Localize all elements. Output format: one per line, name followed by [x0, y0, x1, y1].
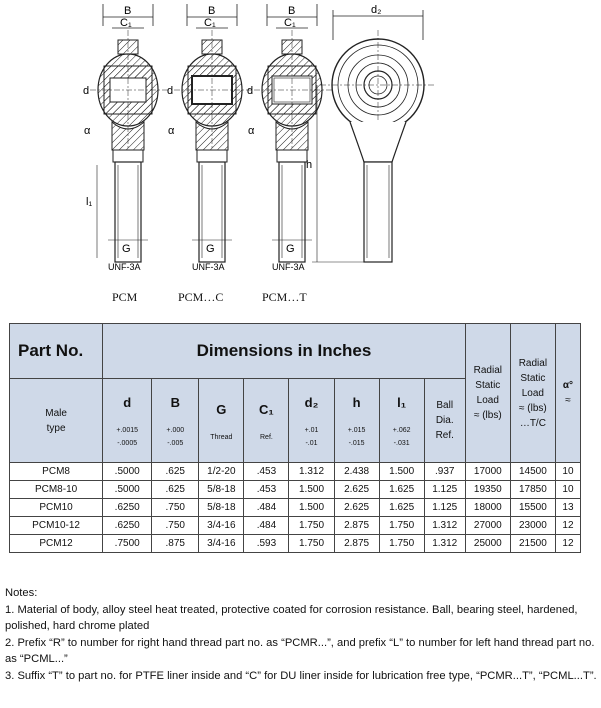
table-cell: 1.312	[289, 463, 334, 481]
male-type-header	[10, 379, 103, 463]
table-cell: .593	[244, 535, 289, 553]
table-cell: .875	[152, 535, 199, 553]
col-c1-tol-1: Ref.	[260, 433, 273, 441]
dim-label-b: B	[124, 5, 132, 17]
notes-title: Notes:	[5, 587, 38, 599]
table-cell: 21500	[510, 535, 555, 553]
table-cell: PCM12	[10, 535, 103, 553]
alpha-header	[555, 324, 580, 463]
table-cell: .750	[152, 517, 199, 535]
table-cell: 1.625	[379, 499, 424, 517]
table-cell: .5000	[103, 481, 152, 499]
table-cell: .5000	[103, 463, 152, 481]
table-cell: 2.625	[334, 481, 379, 499]
table-cell: 1.125	[424, 499, 465, 517]
table-cell: 1.312	[424, 535, 465, 553]
rs-line-4: ≈ (lbs)	[473, 410, 502, 421]
note-3: 3. Suffix “T” to part no. for PTFE liner inside and “C” for DU liner inside for lubrication free type, “PCMR...T”, “PCML...T”.	[5, 669, 597, 682]
dim-label-thread-3: UNF-3A	[272, 262, 305, 272]
dim-label-g-3: G	[286, 243, 295, 255]
table-cell: 17000	[465, 463, 510, 481]
col-h-tol-2: -.015	[348, 440, 365, 447]
col-d-sym: d	[123, 395, 132, 410]
table-cell: 1.625	[379, 481, 424, 499]
table-cell: 1.750	[379, 535, 424, 553]
dim-label-g: G	[122, 243, 131, 255]
table-cell: .6250	[103, 499, 152, 517]
dim-label-l1: l₁	[86, 196, 93, 208]
table-cell: 18000	[465, 499, 510, 517]
dim-label-alpha-3: α	[248, 125, 255, 137]
rs-line-3: Load	[476, 395, 499, 406]
rs-line-1: Radial	[473, 365, 502, 376]
dim-label-d2: d₂	[371, 4, 382, 16]
dimensions-header: Dimensions in Inches	[103, 324, 466, 379]
table-cell: .937	[424, 463, 465, 481]
col-l1	[379, 379, 424, 463]
dim-label-d-2: d	[167, 85, 174, 97]
col-h-tol-1: +.015	[347, 427, 366, 434]
table-cell: 3/4-16	[199, 535, 244, 553]
drawing-pcm-c	[174, 4, 254, 262]
col-g-sym: G	[216, 401, 227, 417]
rstc-line-4: ≈ (lbs)	[519, 402, 547, 414]
alpha-approx: ≈	[565, 395, 571, 406]
table-cell: .625	[152, 481, 199, 499]
drawing-side-view	[312, 10, 436, 262]
radial-static-tc-header	[510, 324, 555, 463]
ball-line-2: Dia.	[435, 415, 454, 426]
caption-pcm-t: PCM…T	[262, 290, 307, 304]
dim-label-thread-2: UNF-3A	[192, 262, 225, 272]
col-d2-tol-2: -.01	[305, 440, 318, 447]
table-cell: 14500	[510, 463, 555, 481]
col-h-sym: h	[352, 395, 361, 410]
col-c1	[244, 379, 289, 463]
rstc-line-3: Load	[521, 387, 544, 399]
col-l1-tol-1: +.062	[392, 427, 411, 434]
table-cell: .453	[244, 481, 289, 499]
dim-label-b-2: B	[208, 5, 216, 17]
dim-label-thread: UNF-3A	[108, 262, 141, 272]
col-d2	[289, 379, 334, 463]
table-cell: .625	[152, 463, 199, 481]
caption-pcm: PCM	[112, 290, 138, 304]
dim-label-d-3: d	[247, 85, 254, 97]
table-cell: PCM10-12	[10, 517, 103, 535]
drawing-pcm-t	[254, 4, 334, 262]
table-row	[10, 535, 581, 553]
dim-label-c1: C₁	[120, 17, 132, 29]
note-2: 2. Prefix “R” to number for right hand thread part no. as “PCMR...”, and prefix “L” to number for left hand thread part no. as “PCML...”	[5, 636, 595, 665]
table-cell: 1.125	[424, 481, 465, 499]
table-cell: 3/4-16	[199, 517, 244, 535]
table-cell: 10	[555, 463, 580, 481]
table-cell: 2.625	[334, 499, 379, 517]
table-cell: 23000	[510, 517, 555, 535]
col-d-tol-2: -.0005	[117, 440, 138, 447]
table-cell: .6250	[103, 517, 152, 535]
table-cell: 1.500	[379, 463, 424, 481]
table-cell: 1.500	[289, 481, 334, 499]
dim-label-b-3: B	[288, 5, 296, 17]
note-1: 1. Material of body, alloy steel heat treated, protective coated for corrosion resistance. Ball, bearing steel, hardened, polished, hard chrome plated	[5, 603, 578, 632]
rstc-line-5: …T/C	[519, 417, 546, 429]
table-cell: 5/8-18	[199, 499, 244, 517]
part-no-header: Part No.	[10, 324, 103, 379]
ball-line-3: Ref.	[435, 430, 454, 441]
notes-section	[5, 585, 601, 684]
dim-label-c1-2: C₁	[204, 17, 216, 29]
table-cell: 1.750	[289, 517, 334, 535]
table-cell: 15500	[510, 499, 555, 517]
col-b	[152, 379, 199, 463]
dim-label-c1-3: C₁	[284, 17, 296, 29]
col-h	[334, 379, 379, 463]
dim-label-h: h	[306, 159, 313, 171]
rs-line-2: Static	[475, 380, 501, 391]
male-label: Male	[45, 407, 67, 419]
table-cell: .453	[244, 463, 289, 481]
dim-label-alpha: α	[84, 125, 91, 137]
table-cell: PCM8	[10, 463, 103, 481]
rod-end-drawings	[0, 0, 601, 310]
type-label: type	[46, 422, 66, 434]
table-cell: PCM8-10	[10, 481, 103, 499]
col-d2-tol-1: +.01	[304, 427, 319, 434]
table-cell: 10	[555, 481, 580, 499]
table-cell: 2.875	[334, 517, 379, 535]
table-cell: 12	[555, 535, 580, 553]
table-cell: 1.750	[289, 535, 334, 553]
col-d2-sym: d₂	[304, 395, 319, 410]
table-cell: 17850	[510, 481, 555, 499]
col-l1-sym: l₁	[397, 395, 407, 410]
table-cell: PCM10	[10, 499, 103, 517]
table-cell: .7500	[103, 535, 152, 553]
rstc-line-1: Radial	[518, 357, 548, 369]
col-g	[199, 379, 244, 463]
radial-static-header	[465, 324, 510, 463]
col-l1-tol-2: -.031	[393, 440, 410, 447]
table-cell: 25000	[465, 535, 510, 553]
table-cell: 1.500	[289, 499, 334, 517]
table-header-row-1	[10, 324, 581, 379]
col-d	[103, 379, 152, 463]
table-cell: 19350	[465, 481, 510, 499]
dim-label-g-2: G	[206, 243, 215, 255]
table-row	[10, 517, 581, 535]
table-cell: .750	[152, 499, 199, 517]
table-row	[10, 481, 581, 499]
dim-label-alpha-2: α	[168, 125, 175, 137]
col-ball-dia	[424, 379, 465, 463]
col-g-tol-1: Thread	[210, 433, 233, 441]
table-row	[10, 499, 581, 517]
rstc-line-2: Static	[520, 372, 546, 384]
table-cell: 1.750	[379, 517, 424, 535]
table-row	[10, 463, 581, 481]
col-b-sym: B	[170, 395, 180, 410]
drawing-pcm	[90, 4, 170, 262]
col-b-tol-2: -.005	[167, 440, 184, 447]
table-cell: 1.312	[424, 517, 465, 535]
ball-line-1: Ball	[436, 400, 454, 411]
table-cell: 12	[555, 517, 580, 535]
col-d-tol-1: +.0015	[116, 427, 138, 434]
col-b-tol-1: +.000	[166, 427, 185, 434]
table-cell: .484	[244, 517, 289, 535]
table-cell: 1/2-20	[199, 463, 244, 481]
dimensions-table	[9, 323, 581, 553]
dim-label-d: d	[83, 85, 90, 97]
table-cell: 27000	[465, 517, 510, 535]
caption-pcm-c: PCM…C	[178, 290, 224, 304]
table-cell: 13	[555, 499, 580, 517]
alpha-symbol: α°	[562, 380, 574, 391]
table-cell: 5/8-18	[199, 481, 244, 499]
col-c1-sym: C₁	[259, 401, 274, 417]
table-cell: .484	[244, 499, 289, 517]
table-cell: 2.875	[334, 535, 379, 553]
table-cell: 2.438	[334, 463, 379, 481]
